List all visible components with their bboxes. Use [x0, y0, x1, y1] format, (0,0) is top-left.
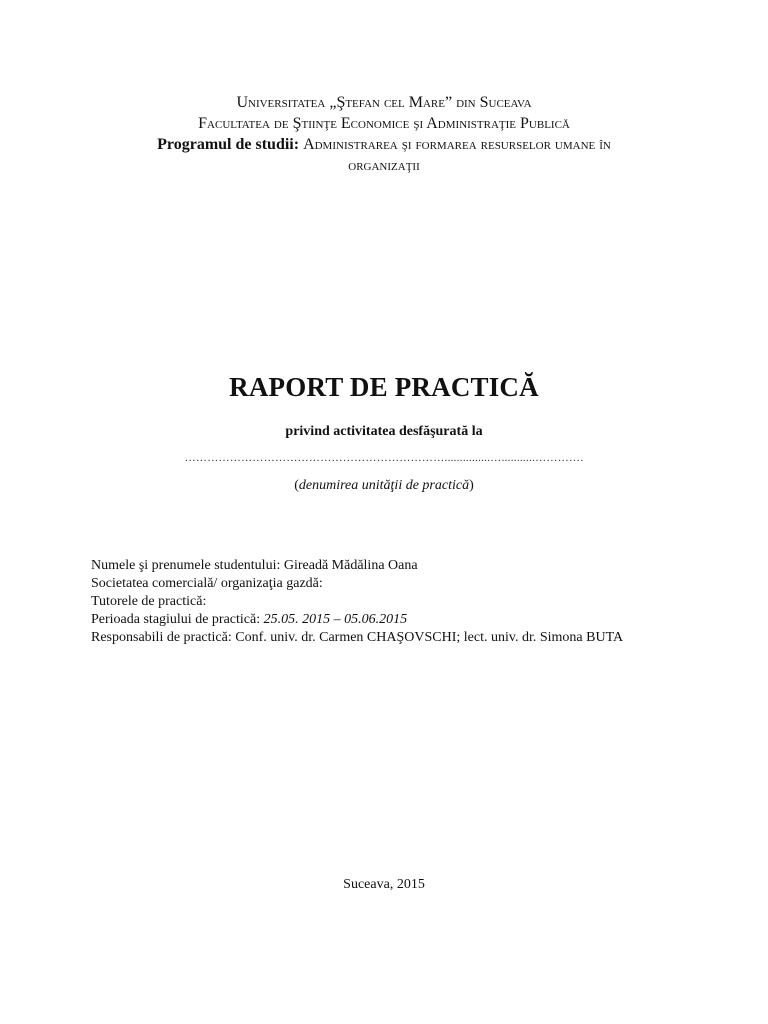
- study-program-label: Programul de studii:: [157, 136, 300, 153]
- period-value: 25.05. 2015 – 05.06.2015: [263, 612, 408, 627]
- student-row: [91, 557, 623, 575]
- student-label: Numele şi prenumele studentului:: [91, 558, 281, 573]
- tutor-label: Tutorele de practică:: [91, 594, 207, 609]
- responsible-row: [91, 629, 623, 647]
- period-label: Perioada stagiului de practică:: [91, 612, 261, 627]
- place-and-year: Suceava, 2015: [343, 877, 425, 892]
- document-subtitle: privind activitatea desfăşurată la: [285, 424, 483, 439]
- tutor-row: [91, 593, 623, 611]
- report-details: [91, 557, 623, 647]
- responsible-value: Conf. univ. dr. Carmen CHAŞOVSCHI; lect. univ. dr. Simona BUTA: [235, 630, 624, 645]
- period-row: [91, 611, 623, 629]
- study-program-value: Administrarea şi formarea resurselor umane în: [303, 136, 611, 153]
- unit-note-text: denumirea unităţii de practică: [298, 478, 470, 493]
- document-title: RAPORT DE PRACTICĂ: [229, 372, 539, 402]
- university-name: Universitatea „Ştefan cel Mare” din Suceava: [236, 94, 532, 111]
- unit-name-note: [0, 478, 768, 494]
- company-row: [91, 575, 623, 593]
- study-program-value-continued: organizaţii: [348, 157, 420, 174]
- fill-in-dotted-line: ……………………………………………………………...............…...........………….: [184, 452, 584, 464]
- student-value: Gireadă Mădălina Oana: [283, 558, 418, 573]
- document-header: [0, 92, 768, 176]
- company-label: Societatea comercială/ organizaţia gazdă:: [91, 576, 323, 591]
- unit-note-close-paren: ): [469, 478, 474, 493]
- unit-note-open-paren: (: [294, 478, 299, 493]
- faculty-name: Facultatea de Ştiinţe Economice şi Administraţie Publică: [198, 115, 570, 132]
- responsible-label: Responsabili de practică:: [91, 630, 232, 645]
- study-program: [0, 134, 768, 155]
